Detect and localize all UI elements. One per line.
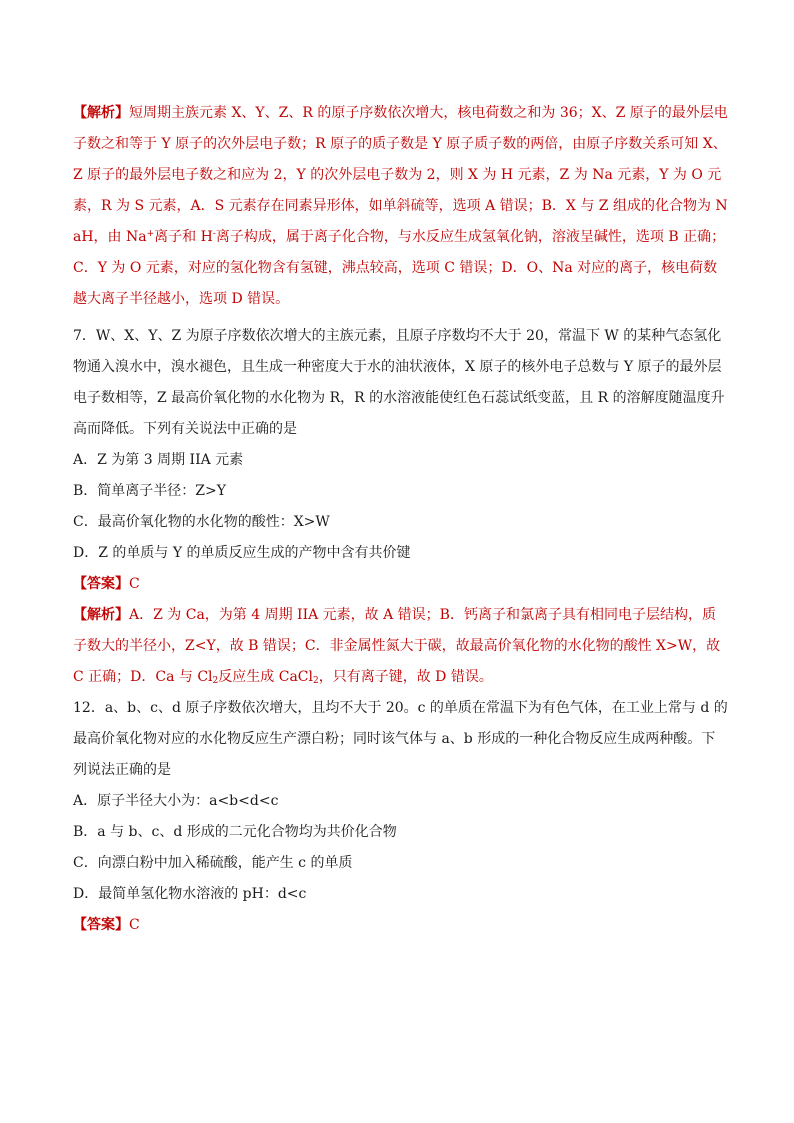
question-12-stem: 12．a、b、c、d 原子序数依次增大，且均不大于 20。c 的单质在常温下为有色气体，在工业上常与 d 的最高价氧化物对应的水化物反应生产漂白粉；同时该气体与 a、b 形成的一种化合物反应生成两种酸。下列说法正确的是 bbox=[73, 700, 728, 778]
question-7-option-b: B．简单离子半径：Z>Y bbox=[73, 483, 226, 499]
question-7-option-d: D．Z 的单质与 Y 的单质反应生成的产物中含有共价键 bbox=[73, 545, 411, 561]
question-7-answer bbox=[73, 569, 728, 600]
answer-tag: 【答案】 bbox=[73, 576, 129, 592]
question-12-option-d: D．最简单氢化物水溶液的 pH：d<c bbox=[73, 886, 307, 902]
analysis-tag: 【解析】 bbox=[73, 105, 129, 121]
question-7-option-c: C．最高价氧化物的水化物的酸性：X>W bbox=[73, 514, 330, 530]
analysis-text-b: 反应生成 CaCl bbox=[218, 669, 313, 685]
plus-charge: + bbox=[146, 229, 155, 239]
question-12-option-a: A．原子半径大小为：a<b<d<c bbox=[73, 793, 279, 809]
question-12-option-c: C．向漂白粉中加入稀硫酸，能产生 c 的单质 bbox=[73, 855, 353, 871]
analysis-text-rest: 离子构成，属于离子化合物，与水反应生成氢氧化钠，溶液呈碱性，选项 B 正确；C．Y 为 O 元素，对应的氢化物含有氢键，沸点较高，选项 C 错误；D．O、Na 对应的离子，核电荷数越大离子半径越小，选项 D 错误。 bbox=[73, 229, 726, 307]
analysis-text-mid: 离子和 H bbox=[154, 229, 213, 245]
answer-tag: 【答案】 bbox=[73, 917, 129, 933]
question-12-option-b: B．a 与 b、c、d 形成的二元化合物均为共价化合物 bbox=[73, 824, 397, 840]
minus-charge: - bbox=[212, 229, 216, 239]
analysis-text: 短周期主族元素 X、Y、Z、R 的原子序数依次增大，核电荷数之和为 36；X、Z 原子的最外层电子数之和等于 Y 原子的次外层电子数；R 原子的质子数是 Y 原子质子数的两倍，由原子序数关系可知 X、Z 原子的最外层电子数之和应为 2，Y 的次外层电子数为 2，则 X 为 H 元素，Z 为 Na 元素，Y 为 O 元素，R 为 S 元素，A．S 元素存在同素异形体，如单斜硫等，选项 A 错误；B．X 与 Z 组成的化合物为 NaH，由 bbox=[73, 105, 728, 245]
answer-value: C bbox=[129, 576, 140, 592]
analysis-paragraph-1 bbox=[73, 98, 728, 315]
question-7-analysis bbox=[73, 600, 728, 693]
question-7-stem: 7．W、X、Y、Z 为原子序数依次增大的主族元素，且原子序数均不大于 20，常温下 W 的某种气态氢化物通入溴水中，溴水褪色，且生成一种密度大于水的油状液体，X 原子的核外电子总数与 Y 原子的最外层电子数相等，Z 最高价氧化物的水化物为 R，R 的水溶液能使红色石蕊试纸变蓝，且 R 的溶解度随温度升高而降低。下列有关说法中正确的是 bbox=[73, 328, 725, 437]
subscript-2: 2 bbox=[212, 676, 219, 686]
analysis-text-c: ，只有离子键，故 D 错误。 bbox=[318, 669, 493, 685]
analysis-tag: 【解析】 bbox=[73, 607, 129, 623]
document-page bbox=[73, 98, 728, 941]
question-12-answer bbox=[73, 910, 728, 941]
question-7-option-a: A．Z 为第 3 周期 IIA 元素 bbox=[73, 452, 244, 468]
analysis-text-a: A．Z 为 Ca，为第 4 周期 IIA 元素，故 A 错误；B．钙离子和氯离子具有相同电子层结构，质子数大的半径小，Z<Y，故 B 错误；C．非金属性氮大于碳，故最高价氧化物的水化物的酸性 X>W，故 C 正确；D．Ca 与 Cl bbox=[73, 607, 721, 685]
na-symbol: Na bbox=[126, 229, 147, 245]
answer-value: C bbox=[129, 917, 140, 933]
subscript-2: 2 bbox=[312, 676, 319, 686]
